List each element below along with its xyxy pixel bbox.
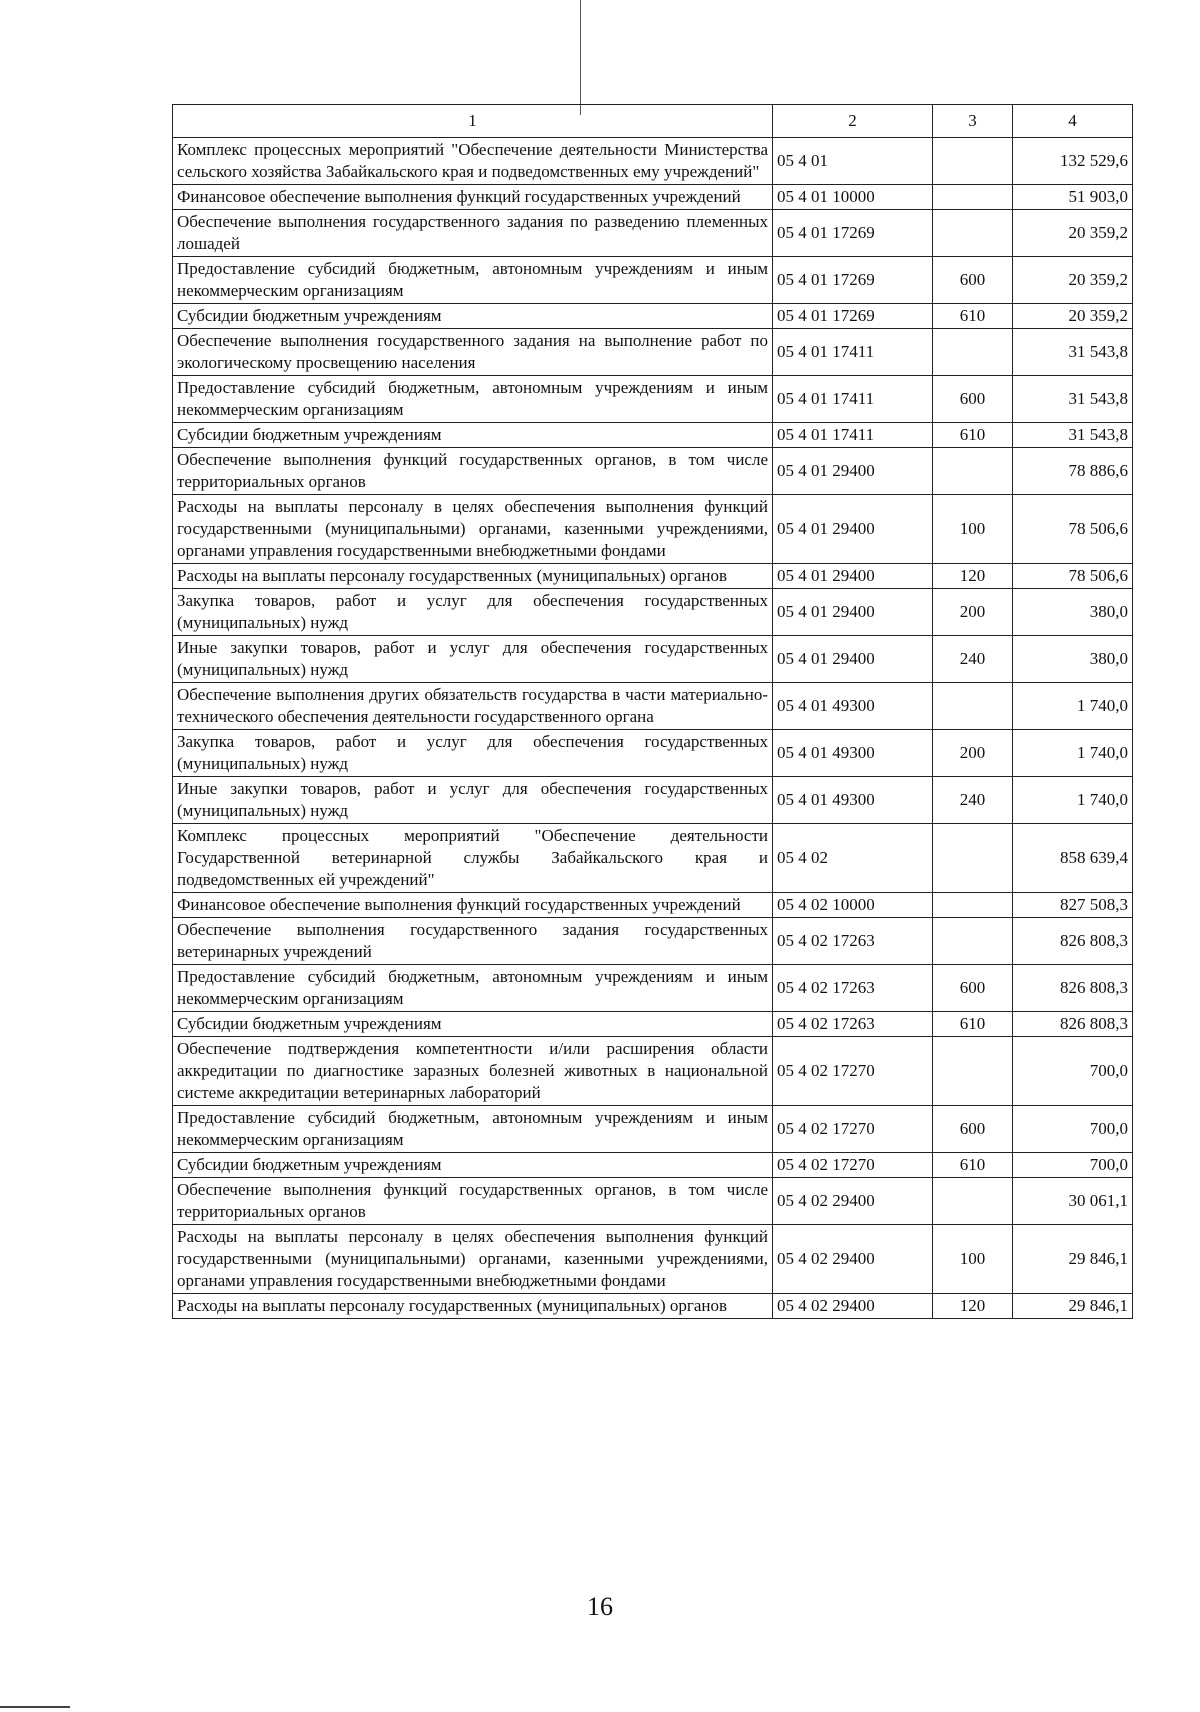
- row-amount-cell: 380,0: [1013, 636, 1133, 683]
- row-amount-cell: 20 359,2: [1013, 257, 1133, 304]
- row-vr-cell: [933, 185, 1013, 210]
- row-code-cell: 05 4 01 17269: [773, 304, 933, 329]
- row-vr-cell: 610: [933, 304, 1013, 329]
- row-vr-cell: [933, 918, 1013, 965]
- row-vr-cell: 200: [933, 730, 1013, 777]
- row-amount-cell: 29 846,1: [1013, 1294, 1133, 1319]
- row-amount-cell: 31 543,8: [1013, 423, 1133, 448]
- table-row: [173, 777, 1133, 824]
- row-vr-cell: [933, 1037, 1013, 1106]
- row-name-cell: Субсидии бюджетным учреждениям: [173, 423, 773, 448]
- row-vr-cell: 240: [933, 636, 1013, 683]
- row-amount-cell: 20 359,2: [1013, 210, 1133, 257]
- row-name-cell: Расходы на выплаты персоналу в целях обеспечения выполнения функций государственными (муниципальными) органами, казенными учреждениями, органами управления государственными внебюджетными фондами: [173, 1225, 773, 1294]
- row-name-cell: Предоставление субсидий бюджетным, автономным учреждениям и иным некоммерческим организациям: [173, 376, 773, 423]
- row-vr-cell: [933, 329, 1013, 376]
- table-row: [173, 1294, 1133, 1319]
- budget-table: [172, 104, 1133, 1319]
- row-code-cell: 05 4 01 17411: [773, 376, 933, 423]
- row-name-cell: Обеспечение выполнения государственного задания по разведению племенных лошадей: [173, 210, 773, 257]
- row-name-cell: Расходы на выплаты персоналу в целях обеспечения выполнения функций государственными (муниципальными) органами, казенными учреждениями, органами управления государственными внебюджетными фондами: [173, 495, 773, 564]
- row-vr-cell: 120: [933, 564, 1013, 589]
- row-vr-cell: [933, 824, 1013, 893]
- row-name-cell: Расходы на выплаты персоналу государственных (муниципальных) органов: [173, 564, 773, 589]
- row-amount-cell: 826 808,3: [1013, 965, 1133, 1012]
- row-amount-cell: 31 543,8: [1013, 376, 1133, 423]
- table-row: [173, 730, 1133, 777]
- table-row: [173, 683, 1133, 730]
- row-code-cell: 05 4 02 10000: [773, 893, 933, 918]
- row-amount-cell: 700,0: [1013, 1037, 1133, 1106]
- row-vr-cell: 120: [933, 1294, 1013, 1319]
- row-amount-cell: 20 359,2: [1013, 304, 1133, 329]
- row-amount-cell: 700,0: [1013, 1153, 1133, 1178]
- row-amount-cell: 858 639,4: [1013, 824, 1133, 893]
- row-vr-cell: 600: [933, 257, 1013, 304]
- row-name-cell: Обеспечение выполнения функций государственных органов, в том числе территориальных органов: [173, 448, 773, 495]
- row-vr-cell: 100: [933, 495, 1013, 564]
- row-code-cell: 05 4 02 17263: [773, 965, 933, 1012]
- table-row: [173, 185, 1133, 210]
- row-vr-cell: 610: [933, 1153, 1013, 1178]
- row-vr-cell: 240: [933, 777, 1013, 824]
- row-name-cell: Иные закупки товаров, работ и услуг для обеспечения государственных (муниципальных) нужд: [173, 636, 773, 683]
- row-amount-cell: 78 506,6: [1013, 495, 1133, 564]
- row-vr-cell: [933, 893, 1013, 918]
- table-body: [173, 138, 1133, 1319]
- table-row: [173, 918, 1133, 965]
- table-row: [173, 210, 1133, 257]
- row-amount-cell: 29 846,1: [1013, 1225, 1133, 1294]
- row-amount-cell: 827 508,3: [1013, 893, 1133, 918]
- row-amount-cell: 51 903,0: [1013, 185, 1133, 210]
- row-code-cell: 05 4 02: [773, 824, 933, 893]
- table-row: [173, 376, 1133, 423]
- table-row: [173, 257, 1133, 304]
- row-code-cell: 05 4 02 17263: [773, 918, 933, 965]
- table-header: [173, 105, 1133, 138]
- row-name-cell: Субсидии бюджетным учреждениям: [173, 304, 773, 329]
- row-code-cell: 05 4 01 49300: [773, 683, 933, 730]
- row-name-cell: Субсидии бюджетным учреждениям: [173, 1012, 773, 1037]
- row-code-cell: 05 4 01 49300: [773, 730, 933, 777]
- table-row: [173, 304, 1133, 329]
- row-code-cell: 05 4 02 17270: [773, 1037, 933, 1106]
- row-vr-cell: 600: [933, 1106, 1013, 1153]
- table-row: [173, 589, 1133, 636]
- table-row: [173, 1037, 1133, 1106]
- table-row: [173, 824, 1133, 893]
- row-name-cell: Обеспечение выполнения государственного задания государственных ветеринарных учреждений: [173, 918, 773, 965]
- row-vr-cell: [933, 1178, 1013, 1225]
- table-row: [173, 564, 1133, 589]
- row-vr-cell: 100: [933, 1225, 1013, 1294]
- header-row: [173, 105, 1133, 138]
- page-number: 16: [587, 1592, 613, 1621]
- row-code-cell: 05 4 01 29400: [773, 636, 933, 683]
- row-name-cell: Иные закупки товаров, работ и услуг для обеспечения государственных (муниципальных) нужд: [173, 777, 773, 824]
- row-name-cell: Закупка товаров, работ и услуг для обеспечения государственных (муниципальных) нужд: [173, 589, 773, 636]
- row-amount-cell: 1 740,0: [1013, 777, 1133, 824]
- row-code-cell: 05 4 01 29400: [773, 448, 933, 495]
- row-amount-cell: 1 740,0: [1013, 683, 1133, 730]
- row-code-cell: 05 4 01 17411: [773, 423, 933, 448]
- row-name-cell: Комплекс процессных мероприятий "Обеспечение деятельности Министерства сельского хозяйства Забайкальского края и подведомственных ему учреждений": [173, 138, 773, 185]
- header-cell-amount: 4: [1013, 105, 1133, 138]
- row-name-cell: Предоставление субсидий бюджетным, автономным учреждениям и иным некоммерческим организациям: [173, 257, 773, 304]
- scan-artifact-footer: [0, 1706, 70, 1708]
- row-name-cell: Обеспечение подтверждения компетентности и/или расширения области аккредитации по диагностике заразных болезней животных в национальной системе аккредитации ветеринарных лабораторий: [173, 1037, 773, 1106]
- row-name-cell: Обеспечение выполнения других обязательств государства в части материально-технического обеспечения деятельности государственного органа: [173, 683, 773, 730]
- row-code-cell: 05 4 01 29400: [773, 495, 933, 564]
- row-vr-cell: 600: [933, 965, 1013, 1012]
- row-name-cell: Финансовое обеспечение выполнения функций государственных учреждений: [173, 185, 773, 210]
- table-row: [173, 1012, 1133, 1037]
- table-row: [173, 1178, 1133, 1225]
- row-vr-cell: [933, 683, 1013, 730]
- row-vr-cell: 600: [933, 376, 1013, 423]
- row-name-cell: Обеспечение выполнения государственного задания на выполнение работ по экологическому просвещению населения: [173, 329, 773, 376]
- row-name-cell: Субсидии бюджетным учреждениям: [173, 1153, 773, 1178]
- row-code-cell: 05 4 01 17411: [773, 329, 933, 376]
- row-name-cell: Обеспечение выполнения функций государственных органов, в том числе территориальных органов: [173, 1178, 773, 1225]
- row-code-cell: 05 4 02 17263: [773, 1012, 933, 1037]
- table-row: [173, 1153, 1133, 1178]
- header-cell-code: 2: [773, 105, 933, 138]
- row-amount-cell: 132 529,6: [1013, 138, 1133, 185]
- row-code-cell: 05 4 02 17270: [773, 1106, 933, 1153]
- table-row: [173, 1225, 1133, 1294]
- row-name-cell: Расходы на выплаты персоналу государственных (муниципальных) органов: [173, 1294, 773, 1319]
- row-vr-cell: 610: [933, 423, 1013, 448]
- row-amount-cell: 31 543,8: [1013, 329, 1133, 376]
- row-code-cell: 05 4 02 29400: [773, 1294, 933, 1319]
- scan-artifact-line: [580, 0, 581, 115]
- row-code-cell: 05 4 01 29400: [773, 589, 933, 636]
- table-row: [173, 423, 1133, 448]
- row-amount-cell: 826 808,3: [1013, 1012, 1133, 1037]
- table-row: [173, 448, 1133, 495]
- header-cell-vr: 3: [933, 105, 1013, 138]
- row-code-cell: 05 4 01 17269: [773, 257, 933, 304]
- table-row: [173, 636, 1133, 683]
- row-code-cell: 05 4 02 29400: [773, 1178, 933, 1225]
- row-vr-cell: [933, 448, 1013, 495]
- row-code-cell: 05 4 01 49300: [773, 777, 933, 824]
- table-row: [173, 1106, 1133, 1153]
- row-amount-cell: 826 808,3: [1013, 918, 1133, 965]
- row-vr-cell: 610: [933, 1012, 1013, 1037]
- row-name-cell: Закупка товаров, работ и услуг для обеспечения государственных (муниципальных) нужд: [173, 730, 773, 777]
- row-code-cell: 05 4 02 17270: [773, 1153, 933, 1178]
- row-vr-cell: 200: [933, 589, 1013, 636]
- row-amount-cell: 1 740,0: [1013, 730, 1133, 777]
- row-code-cell: 05 4 01 29400: [773, 564, 933, 589]
- row-name-cell: Финансовое обеспечение выполнения функций государственных учреждений: [173, 893, 773, 918]
- row-amount-cell: 30 061,1: [1013, 1178, 1133, 1225]
- table-row: [173, 138, 1133, 185]
- row-name-cell: Предоставление субсидий бюджетным, автономным учреждениям и иным некоммерческим организациям: [173, 965, 773, 1012]
- row-name-cell: Комплекс процессных мероприятий "Обеспечение деятельности Государственной ветеринарной службы Забайкальского края и подведомственных ей учреждений": [173, 824, 773, 893]
- row-vr-cell: [933, 138, 1013, 185]
- table-row: [173, 965, 1133, 1012]
- row-amount-cell: 78 506,6: [1013, 564, 1133, 589]
- row-vr-cell: [933, 210, 1013, 257]
- row-amount-cell: 78 886,6: [1013, 448, 1133, 495]
- row-code-cell: 05 4 01 10000: [773, 185, 933, 210]
- row-code-cell: 05 4 01: [773, 138, 933, 185]
- table-row: [173, 329, 1133, 376]
- row-amount-cell: 380,0: [1013, 589, 1133, 636]
- table-row: [173, 495, 1133, 564]
- row-code-cell: 05 4 01 17269: [773, 210, 933, 257]
- header-cell-name: 1: [173, 105, 773, 138]
- row-code-cell: 05 4 02 29400: [773, 1225, 933, 1294]
- table-row: [173, 893, 1133, 918]
- row-amount-cell: 700,0: [1013, 1106, 1133, 1153]
- row-name-cell: Предоставление субсидий бюджетным, автономным учреждениям и иным некоммерческим организациям: [173, 1106, 773, 1153]
